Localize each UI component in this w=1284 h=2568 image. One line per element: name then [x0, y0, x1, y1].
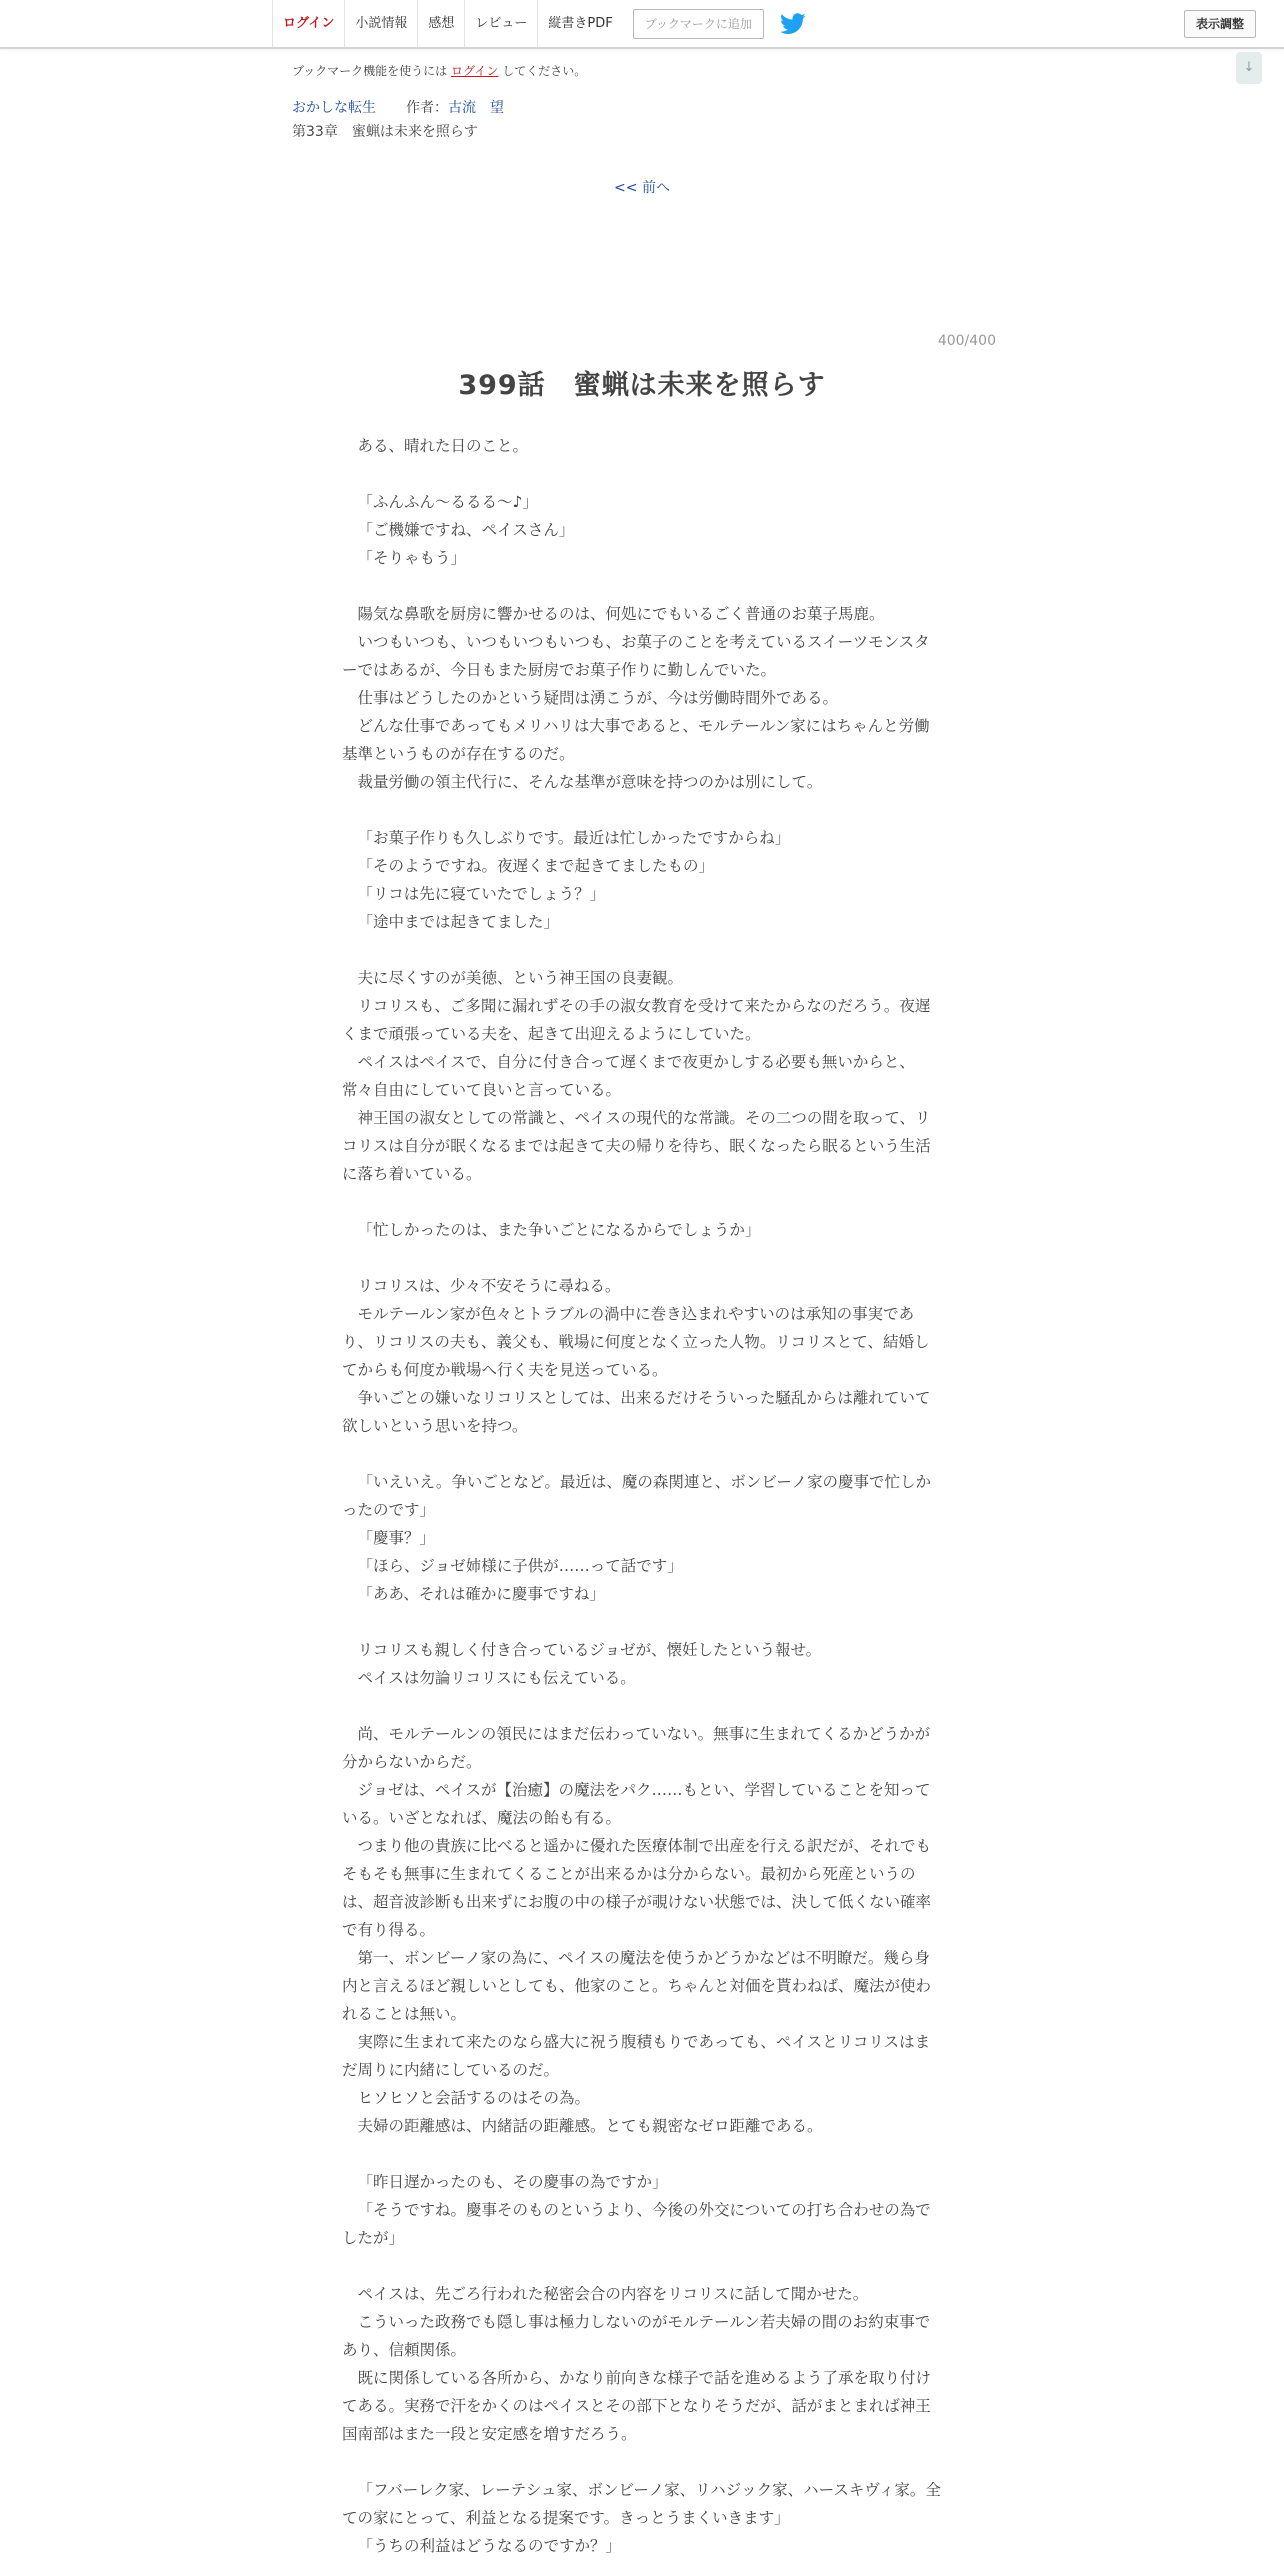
body-paragraph: 争いごとの嫌いなリコリスとしては、出来るだけそういった騒乱からは離れていて欲しいという思いを持つ。	[342, 1389, 931, 1435]
body-paragraph: 「ふんふん～るるる～♪」	[357, 493, 538, 511]
body-paragraph: 「そうですね。慶事そのものというより、今後の外交についての打ち合わせの為でしたが」	[342, 2201, 931, 2247]
author-label: 作者：	[406, 100, 448, 116]
body-paragraph: リコリスも親しく付き合っているジョゼが、懐妊したという報せ。	[357, 1641, 822, 1659]
login-link[interactable]: ログイン	[272, 0, 344, 47]
body-paragraph: 陽気な鼻歌を厨房に響かせるのは、何処にでもいるごく普通のお菓子馬鹿。	[357, 605, 885, 623]
body-paragraph: 「慶事？」	[357, 1529, 436, 1547]
chapter-title: 第33章 蜜蝋は未来を照らす	[292, 124, 478, 140]
top-navigation-bar	[0, 0, 1284, 49]
novel-title-link[interactable]: おかしな転生	[292, 100, 376, 116]
blank-line	[342, 2252, 942, 2280]
add-bookmark-button[interactable]: ブックマークに追加	[633, 9, 764, 39]
blank-line	[342, 460, 942, 488]
body-paragraph: 「そりゃもう」	[357, 549, 467, 567]
blank-line	[342, 796, 942, 824]
display-settings-button[interactable]: 表示調整	[1184, 10, 1256, 38]
novel-body	[342, 432, 942, 2560]
body-paragraph: ジョゼは、ペイスが【治癒】の魔法をパク……もとい、学習していることを知っている。いざとなれば、魔法の飴も有る。	[342, 1781, 931, 1827]
novel-info-line	[292, 97, 504, 117]
body-paragraph: モルテールン家が色々とトラブルの渦中に巻き込まれやすいのは承知の事実であり、リコリスの夫も、義父も、戦場に何度となく立った人物。リコリスとて、結婚してからも何度か戦場へ行く夫を見送っている。	[342, 1305, 930, 1379]
blank-line	[342, 572, 942, 600]
twitter-icon[interactable]	[780, 13, 806, 35]
body-paragraph: 裁量労働の領主代行に、そんな基準が意味を持つのかは別にして。	[357, 773, 823, 791]
pager-top	[0, 177, 1284, 197]
body-paragraph: こういった政務でも隠し事は極力しないのがモルテールン若夫婦の間のお約束事であり、信頼関係。	[342, 2313, 931, 2359]
novel-info-link[interactable]: 小説情報	[344, 0, 417, 47]
nav-menu	[272, 0, 806, 47]
body-paragraph: 「そのようですね。夜遅くまで起きてましたもの」	[357, 857, 715, 875]
body-paragraph: 実際に生まれて来たのなら盛大に祝う腹積もりであっても、ペイスとリコリスはまだ周りに内緒にしているのだ。	[342, 2033, 931, 2079]
author-link[interactable]: 古流 望	[448, 100, 504, 116]
body-paragraph: 夫婦の距離感は、内緒話の距離感。とても親密なゼロ距離である。	[357, 2117, 823, 2135]
body-paragraph: 「リコは先に寝ていたでしょう？」	[357, 885, 606, 903]
blank-line	[342, 1188, 942, 1216]
blank-line	[342, 2140, 942, 2168]
blank-line	[342, 1244, 942, 1272]
scroll-down-icon[interactable]: ↓	[1236, 52, 1262, 84]
blank-line	[342, 1608, 942, 1636]
body-paragraph: 「フバーレク家、レーテシュ家、ボンビーノ家、リハジック家、ハースキヴィ家。全ての家にとって、利益となる提案です。きっとうまくいきます」	[342, 2481, 941, 2527]
body-paragraph: 「途中までは起きてました」	[357, 913, 560, 931]
body-paragraph: ペイスはペイスで、自分に付き合って遅くまで夜更かしする必要も無いからと、常々自由にしていて良いと言っている。	[342, 1053, 915, 1099]
episode-title: 399話 蜜蝋は未来を照らす	[458, 370, 826, 401]
vertical-pdf-link[interactable]: 縦書きPDF	[537, 0, 622, 47]
body-paragraph: リコリスは、少々不安そうに尋ねる。	[357, 1277, 621, 1295]
body-paragraph: いつもいつも、いつもいつもいつも、お菓子のことを考えているスイーツモンスターではあるが、今日もまた厨房でお菓子作りに勤しんでいた。	[342, 633, 930, 679]
body-paragraph: リコリスも、ご多聞に漏れずその手の淑女教育を受けて来たからなのだろう。夜遅くまで頑張っている夫を、起きて出迎えるようにしていた。	[342, 997, 931, 1043]
body-paragraph: 「うちの利益はどうなるのですか？」	[357, 2537, 622, 2555]
body-paragraph: 「忙しかったのは、また争いごとになるからでしょうか」	[357, 1221, 761, 1239]
body-paragraph: 「ほら、ジョゼ姉様に子供が……って話です」	[357, 1557, 683, 1575]
blank-line	[342, 1440, 942, 1468]
body-paragraph: 「お菓子作りも久しぶりです。最近は忙しかったですからね」	[357, 829, 791, 847]
review-link[interactable]: レビュー	[464, 0, 537, 47]
blank-line	[342, 1692, 942, 1720]
bookmark-notice-suffix: してください。	[498, 64, 587, 78]
blank-line	[342, 2448, 942, 2476]
body-paragraph: ペイスは、先ごろ行われた秘密会合の内容をリコリスに話して聞かせた。	[357, 2285, 869, 2303]
body-paragraph: 神王国の淑女としての常識と、ペイスの現代的な常識。その二つの間を取って、リコリスは自分が眠くなるまでは起きて夫の帰りを待ち、眠くなったら眠るという生活に落ち着いている。	[342, 1109, 931, 1183]
body-paragraph: ヒソヒソと会話するのはその為。	[357, 2089, 591, 2107]
bookmark-notice-text: ブックマーク機能を使うには	[292, 64, 451, 78]
body-paragraph: 仕事はどうしたのかという疑問は湧こうが、今は労働時間外である。	[357, 689, 839, 707]
body-paragraph: 夫に尽くすのが美徳、という神王国の良妻観。	[357, 969, 684, 987]
blank-line	[342, 936, 942, 964]
bookmark-login-link[interactable]: ログイン	[450, 64, 499, 78]
body-paragraph: 「いえいえ。争いごとなど。最近は、魔の森関連と、ボンビーノ家の慶事で忙しかったのです」	[342, 1473, 932, 1519]
body-paragraph: ペイスは勿論リコリスにも伝えている。	[357, 1669, 636, 1687]
prev-page-link[interactable]: << 前へ	[614, 180, 670, 196]
body-paragraph: つまり他の貴族に比べると遥かに優れた医療体制で出産を行える訳だが、それでもそもそも無事に生まれてくることが出来るかは分からない。最初から死産というのは、超音波診断も出来ずにお腹の中の様子が覗けない状態では、決して低くない確率で有り得る。	[342, 1837, 932, 1939]
body-paragraph: どんな仕事であってもメリハリは大事であると、モルテールン家にはちゃんと労働基準というものが存在するのだ。	[342, 717, 930, 763]
bookmark-notice	[292, 62, 586, 79]
page-counter: 400/400	[937, 333, 996, 349]
body-paragraph: 第一、ボンビーノ家の為に、ペイスの魔法を使うかどうかなどは不明瞭だ。幾ら身内と言えるほど親しいとしても、他家のこと。ちゃんと対価を貰わねば、魔法が使われることは無い。	[342, 1949, 932, 2023]
body-paragraph: 既に関係している各所から、かなり前向きな様子で話を進めるよう了承を取り付けてある。実務で汗をかくのはペイスとその部下となりそうだが、話がまとまれば神王国南部はまた一段と安定感を増すだろう。	[342, 2369, 932, 2443]
impressions-link[interactable]: 感想	[417, 0, 464, 47]
body-paragraph: 尚、モルテールンの領民にはまだ伝わっていない。無事に生まれてくるかどうかが分からないからだ。	[342, 1725, 931, 1771]
body-paragraph: 「ご機嫌ですね、ペイスさん」	[357, 521, 575, 539]
body-paragraph: 「ああ、それは確かに慶事ですね」	[357, 1585, 605, 1603]
body-paragraph: ある、晴れた日のこと。	[357, 437, 529, 455]
body-paragraph: 「昨日遅かったのも、その慶事の為ですか」	[357, 2173, 668, 2191]
